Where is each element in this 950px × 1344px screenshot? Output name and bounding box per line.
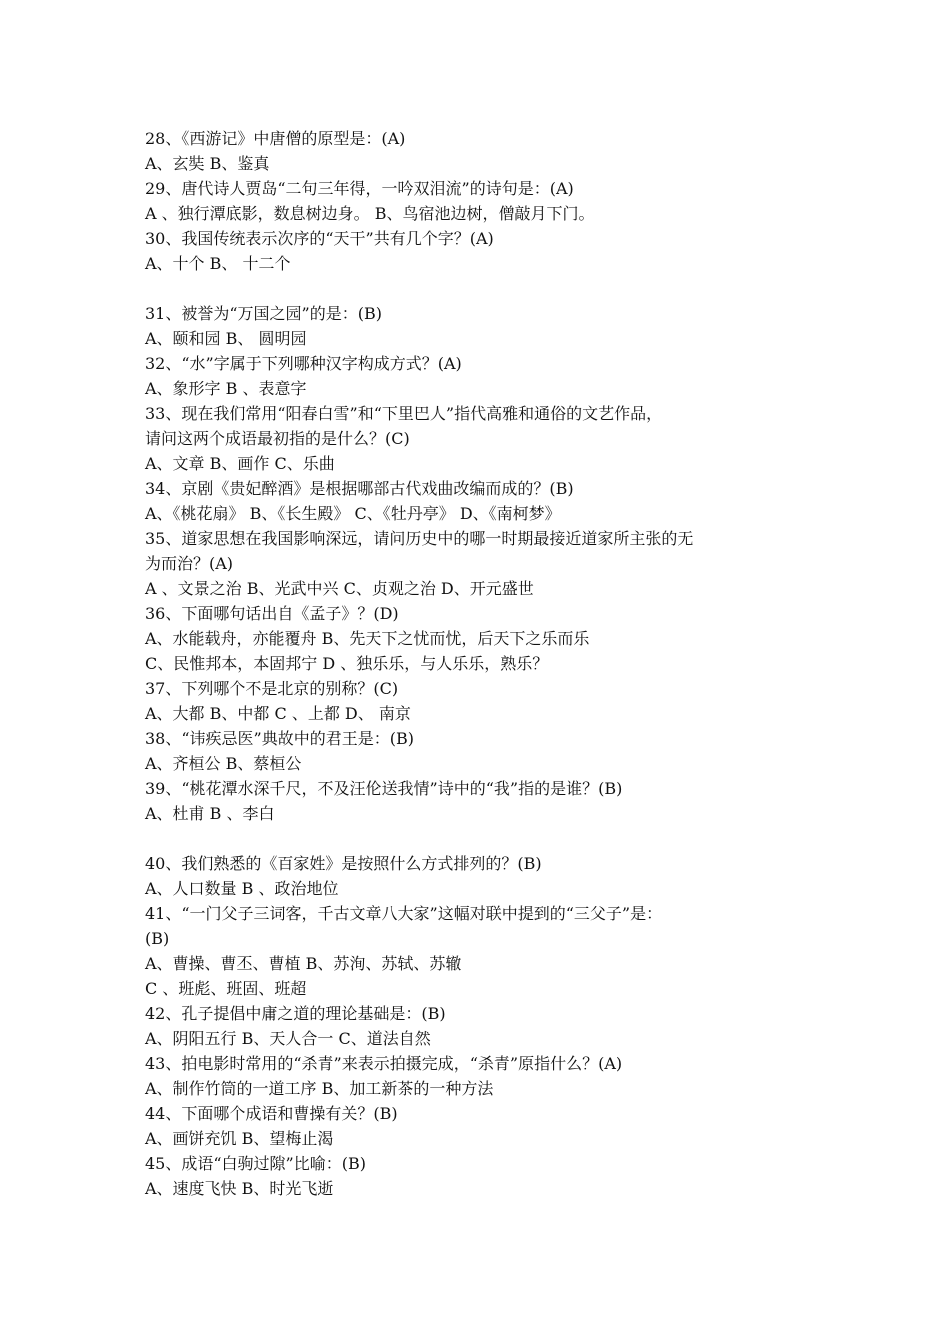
text-line: 33、现在我们常用“阳春白雪”和“下里巴人”指代高雅和通俗的文艺作品，	[145, 404, 663, 423]
text-line: 29、唐代诗人贾岛“二句三年得，一吟双泪流”的诗句是：(A)	[145, 179, 574, 198]
text-line: 30、我国传统表示次序的“天干”共有几个字？(A)	[145, 229, 494, 248]
text-line: A、《桃花扇》 B、《长生殿》 C、《牡丹亭》 D、《南柯梦》	[145, 504, 561, 523]
text-line: A、制作竹筒的一道工序 B、加工新茶的一种方法	[145, 1079, 494, 1098]
document-page	[145, 126, 825, 1201]
text-line: (B)	[145, 929, 170, 948]
text-line: 请问这两个成语最初指的是什么？(C)	[145, 429, 410, 448]
text-line: 为而治？(A)	[145, 554, 234, 573]
text-line: A、颐和园 B、 圆明园	[145, 329, 307, 348]
text-line: 39、“桃花潭水深千尺，不及汪伦送我情”诗中的“我”指的是谁？(B)	[145, 779, 623, 798]
text-line: 34、京剧《贵妃醉酒》是根据哪部古代戏曲改编而成的？(B)	[145, 479, 574, 498]
text-line: C 、班彪、班固、班超	[145, 979, 307, 998]
text-line: 37、下列哪个不是北京的别称？(C)	[145, 679, 399, 698]
text-line: A、画饼充饥 B、望梅止渴	[145, 1129, 334, 1148]
text-line: 44、下面哪个成语和曹操有关？(B)	[145, 1104, 398, 1123]
text-line: 32、“水”字属于下列哪种汉字构成方式？(A)	[145, 354, 462, 373]
text-line: 31、被誉为“万国之园”的是：(B)	[145, 304, 382, 323]
text-line: A、玄奘 B、鉴真	[145, 154, 270, 173]
text-line: A 、文景之治 B、光武中兴 C、贞观之治 D、开元盛世	[145, 579, 534, 598]
text-line: A、人口数量 B 、政治地位	[145, 879, 339, 898]
text-line: 43、拍电影时常用的“杀青”来表示拍摄完成，“杀青”原指什么？(A)	[145, 1054, 623, 1073]
text-line: 35、道家思想在我国影响深远，请问历史中的哪一时期最接近道家所主张的无	[145, 529, 694, 548]
blank-line	[145, 826, 825, 851]
text-line: 45、成语“白驹过隙”比喻：(B)	[145, 1154, 366, 1173]
blank-line	[145, 276, 825, 301]
text-line: 41、“一门父子三词客，千古文章八大家”这幅对联中提到的“三父子”是：	[145, 904, 663, 923]
text-line: A、阴阳五行 B、天人合一 C、道法自然	[145, 1029, 431, 1048]
text-line: A、曹操、曹丕、曹植 B、苏洵、苏轼、苏辙	[145, 954, 462, 973]
text-line: A 、独行潭底影，数息树边身。 B、鸟宿池边树，僧敲月下门。	[145, 204, 595, 223]
text-line: 40、我们熟悉的《百家姓》是按照什么方式排列的？(B)	[145, 854, 542, 873]
text-line: 42、孔子提倡中庸之道的理论基础是：(B)	[145, 1004, 446, 1023]
text-line: A、杜甫 B 、李白	[145, 804, 275, 823]
text-line: 36、下面哪句话出自《孟子》？(D)	[145, 604, 399, 623]
text-line: A、速度飞快 B、时光飞逝	[145, 1179, 334, 1198]
text-line: A、十个 B、 十二个	[145, 254, 291, 273]
text-line: A、水能载舟，亦能覆舟 B、先天下之忧而忧，后天下之乐而乐	[145, 629, 590, 648]
text-line: A、象形字 B 、表意字	[145, 379, 307, 398]
text-line: C、民惟邦本，本固邦宁 D 、独乐乐，与人乐乐，熟乐？	[145, 654, 549, 673]
text-line: A、文章 B、画作 C、乐曲	[145, 454, 335, 473]
text-line: A、齐桓公 B、蔡桓公	[145, 754, 302, 773]
text-line: 38、“讳疾忌医”典故中的君王是：(B)	[145, 729, 414, 748]
text-line: 28、《西游记》中唐僧的原型是：(A)	[145, 129, 406, 148]
text-line: A、大都 B、中都 C 、上都 D、 南京	[145, 704, 411, 723]
